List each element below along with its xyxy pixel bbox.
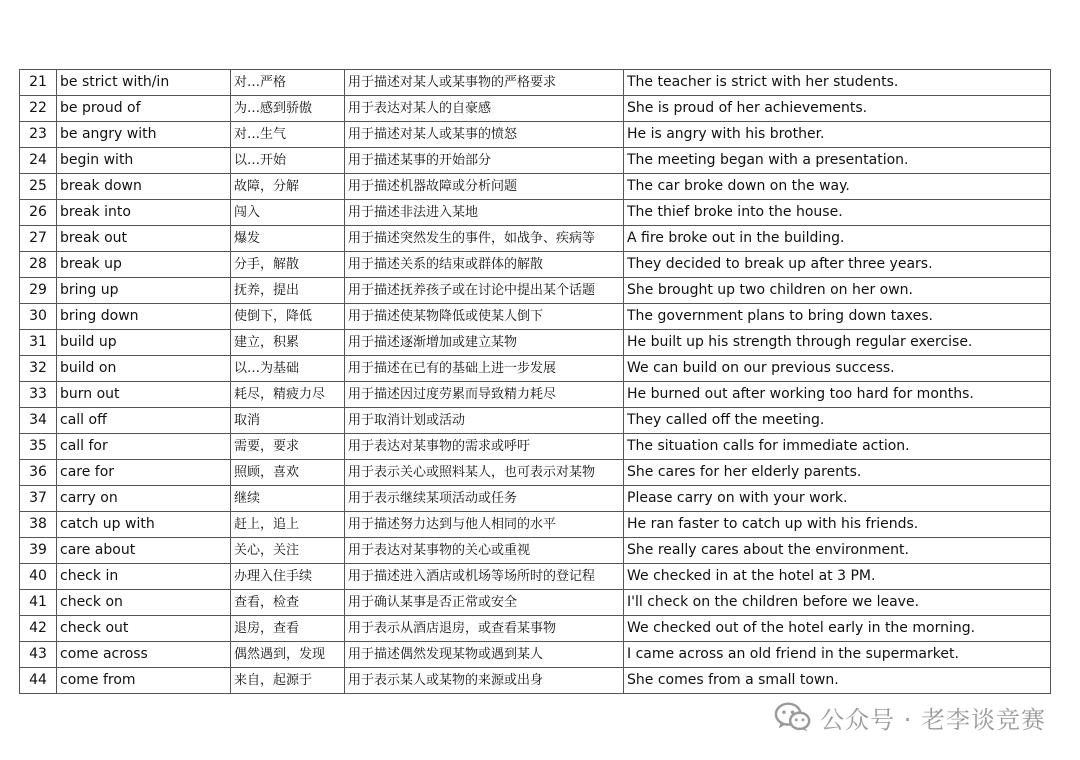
example-sentence-cell: The teacher is strict with her students. (624, 70, 1051, 96)
usage-description-cell: 用于表达对某事物的需求或呼吁 (345, 434, 624, 460)
usage-description-cell: 用于表示关心或照料某人，也可表示对某物 (345, 460, 624, 486)
chinese-meaning-cell: 建立，积累 (231, 330, 345, 356)
phrase-table-body (20, 70, 1051, 694)
example-sentence-cell: They called off the meeting. (624, 408, 1051, 434)
phrase-cell: carry on (57, 486, 231, 512)
phrase-cell: be angry with (57, 122, 231, 148)
row-number: 42 (20, 616, 57, 642)
usage-description-cell: 用于描述机器故障或分析问题 (345, 174, 624, 200)
phrase-cell: build up (57, 330, 231, 356)
table-row (20, 434, 1051, 460)
example-sentence-cell: The car broke down on the way. (624, 174, 1051, 200)
chinese-meaning-cell: 爆发 (231, 226, 345, 252)
usage-description-cell: 用于描述因过度劳累而导致精力耗尽 (345, 382, 624, 408)
row-number: 25 (20, 174, 57, 200)
phrase-cell: begin with (57, 148, 231, 174)
chinese-meaning-cell: 退房，查看 (231, 616, 345, 642)
chinese-meaning-cell: 需要，要求 (231, 434, 345, 460)
usage-description-cell: 用于描述进入酒店或机场等场所时的登记程 (345, 564, 624, 590)
usage-description-cell: 用于描述抚养孩子或在讨论中提出某个话题 (345, 278, 624, 304)
row-number: 41 (20, 590, 57, 616)
row-number: 31 (20, 330, 57, 356)
example-sentence-cell: He is angry with his brother. (624, 122, 1051, 148)
usage-description-cell: 用于表示某人或某物的来源或出身 (345, 668, 624, 694)
row-number: 21 (20, 70, 57, 96)
table-row (20, 460, 1051, 486)
phrase-cell: care about (57, 538, 231, 564)
table-row (20, 486, 1051, 512)
example-sentence-cell: He ran faster to catch up with his friends. (624, 512, 1051, 538)
chinese-meaning-cell: 使倒下，降低 (231, 304, 345, 330)
row-number: 39 (20, 538, 57, 564)
example-sentence-cell: We can build on our previous success. (624, 356, 1051, 382)
usage-description-cell: 用于描述关系的结束或群体的解散 (345, 252, 624, 278)
example-sentence-cell: I'll check on the children before we leave. (624, 590, 1051, 616)
table-row (20, 330, 1051, 356)
row-number: 38 (20, 512, 57, 538)
phrase-cell: come across (57, 642, 231, 668)
usage-description-cell: 用于描述努力达到与他人相同的水平 (345, 512, 624, 538)
phrase-cell: break down (57, 174, 231, 200)
phrase-cell: be proud of (57, 96, 231, 122)
chinese-meaning-cell: 来自，起源于 (231, 668, 345, 694)
phrase-cell: break up (57, 252, 231, 278)
table-row (20, 226, 1051, 252)
phrase-cell: check on (57, 590, 231, 616)
phrase-cell: bring down (57, 304, 231, 330)
watermark (774, 699, 1046, 735)
chinese-meaning-cell: 耗尽，精疲力尽 (231, 382, 345, 408)
row-number: 29 (20, 278, 57, 304)
table-row (20, 304, 1051, 330)
chinese-meaning-cell: 故障，分解 (231, 174, 345, 200)
example-sentence-cell: She really cares about the environment. (624, 538, 1051, 564)
example-sentence-cell: The thief broke into the house. (624, 200, 1051, 226)
usage-description-cell: 用于描述对某人或某事物的严格要求 (345, 70, 624, 96)
chinese-meaning-cell: 闯入 (231, 200, 345, 226)
table-row (20, 538, 1051, 564)
row-number: 36 (20, 460, 57, 486)
phrase-cell: catch up with (57, 512, 231, 538)
phrase-cell: call off (57, 408, 231, 434)
row-number: 26 (20, 200, 57, 226)
row-number: 27 (20, 226, 57, 252)
table-row (20, 382, 1051, 408)
example-sentence-cell: I came across an old friend in the supermarket. (624, 642, 1051, 668)
wechat-icon (774, 700, 812, 734)
example-sentence-cell: The government plans to bring down taxes. (624, 304, 1051, 330)
example-sentence-cell: They decided to break up after three years. (624, 252, 1051, 278)
example-sentence-cell: She cares for her elderly parents. (624, 460, 1051, 486)
example-sentence-cell: A fire broke out in the building. (624, 226, 1051, 252)
phrase-cell: care for (57, 460, 231, 486)
example-sentence-cell: She comes from a small town. (624, 668, 1051, 694)
phrase-table (19, 69, 1051, 694)
usage-description-cell: 用于描述使某物降低或使某人倒下 (345, 304, 624, 330)
row-number: 32 (20, 356, 57, 382)
table-row (20, 642, 1051, 668)
example-sentence-cell: She is proud of her achievements. (624, 96, 1051, 122)
usage-description-cell: 用于描述突然发生的事件，如战争、疾病等 (345, 226, 624, 252)
example-sentence-cell: She brought up two children on her own. (624, 278, 1051, 304)
usage-description-cell: 用于确认某事是否正常或安全 (345, 590, 624, 616)
table-row (20, 70, 1051, 96)
phrase-cell: check out (57, 616, 231, 642)
chinese-meaning-cell: 对…严格 (231, 70, 345, 96)
row-number: 34 (20, 408, 57, 434)
row-number: 23 (20, 122, 57, 148)
phrase-cell: come from (57, 668, 231, 694)
chinese-meaning-cell: 以…开始 (231, 148, 345, 174)
usage-description-cell: 用于表示继续某项活动或任务 (345, 486, 624, 512)
table-row (20, 356, 1051, 382)
chinese-meaning-cell: 对…生气 (231, 122, 345, 148)
example-sentence-cell: We checked out of the hotel early in the morning. (624, 616, 1051, 642)
chinese-meaning-cell: 分手，解散 (231, 252, 345, 278)
table-row (20, 408, 1051, 434)
example-sentence-cell: The meeting began with a presentation. (624, 148, 1051, 174)
table-row (20, 616, 1051, 642)
chinese-meaning-cell: 关心，关注 (231, 538, 345, 564)
watermark-text: 公众号 · 老李谈竞赛 (820, 705, 1046, 734)
row-number: 22 (20, 96, 57, 122)
example-sentence-cell: He burned out after working too hard for months. (624, 382, 1051, 408)
row-number: 43 (20, 642, 57, 668)
phrase-cell: break out (57, 226, 231, 252)
table-row (20, 252, 1051, 278)
table-row (20, 590, 1051, 616)
phrase-cell: burn out (57, 382, 231, 408)
row-number: 35 (20, 434, 57, 460)
usage-description-cell: 用于描述某事的开始部分 (345, 148, 624, 174)
usage-description-cell: 用于描述对某人或某事的愤怒 (345, 122, 624, 148)
phrase-cell: build on (57, 356, 231, 382)
usage-description-cell: 用于表达对某事物的关心或重视 (345, 538, 624, 564)
row-number: 40 (20, 564, 57, 590)
chinese-meaning-cell: 取消 (231, 408, 345, 434)
chinese-meaning-cell: 偶然遇到，发现 (231, 642, 345, 668)
table-row (20, 148, 1051, 174)
table-row (20, 564, 1051, 590)
usage-description-cell: 用于表示从酒店退房，或查看某事物 (345, 616, 624, 642)
phrase-cell: check in (57, 564, 231, 590)
table-row (20, 512, 1051, 538)
usage-description-cell: 用于描述逐渐增加或建立某物 (345, 330, 624, 356)
usage-description-cell: 用于描述在已有的基础上进一步发展 (345, 356, 624, 382)
row-number: 28 (20, 252, 57, 278)
row-number: 33 (20, 382, 57, 408)
chinese-meaning-cell: 赶上，追上 (231, 512, 345, 538)
table-row (20, 96, 1051, 122)
row-number: 30 (20, 304, 57, 330)
chinese-meaning-cell: 继续 (231, 486, 345, 512)
chinese-meaning-cell: 以…为基础 (231, 356, 345, 382)
chinese-meaning-cell: 为…感到骄傲 (231, 96, 345, 122)
phrase-cell: call for (57, 434, 231, 460)
phrase-cell: be strict with/in (57, 70, 231, 96)
row-number: 24 (20, 148, 57, 174)
usage-description-cell: 用于描述偶然发现某物或遇到某人 (345, 642, 624, 668)
table-row (20, 668, 1051, 694)
usage-description-cell: 用于取消计划或活动 (345, 408, 624, 434)
table-row (20, 122, 1051, 148)
usage-description-cell: 用于描述非法进入某地 (345, 200, 624, 226)
chinese-meaning-cell: 查看，检查 (231, 590, 345, 616)
example-sentence-cell: Please carry on with your work. (624, 486, 1051, 512)
example-sentence-cell: He built up his strength through regular exercise. (624, 330, 1051, 356)
example-sentence-cell: The situation calls for immediate action. (624, 434, 1051, 460)
chinese-meaning-cell: 办理入住手续 (231, 564, 345, 590)
table-row (20, 200, 1051, 226)
usage-description-cell: 用于表达对某人的自豪感 (345, 96, 624, 122)
chinese-meaning-cell: 抚养，提出 (231, 278, 345, 304)
chinese-meaning-cell: 照顾，喜欢 (231, 460, 345, 486)
row-number: 44 (20, 668, 57, 694)
example-sentence-cell: We checked in at the hotel at 3 PM. (624, 564, 1051, 590)
phrase-cell: bring up (57, 278, 231, 304)
phrase-table-container (19, 69, 1050, 694)
table-row (20, 174, 1051, 200)
phrase-cell: break into (57, 200, 231, 226)
row-number: 37 (20, 486, 57, 512)
table-row (20, 278, 1051, 304)
